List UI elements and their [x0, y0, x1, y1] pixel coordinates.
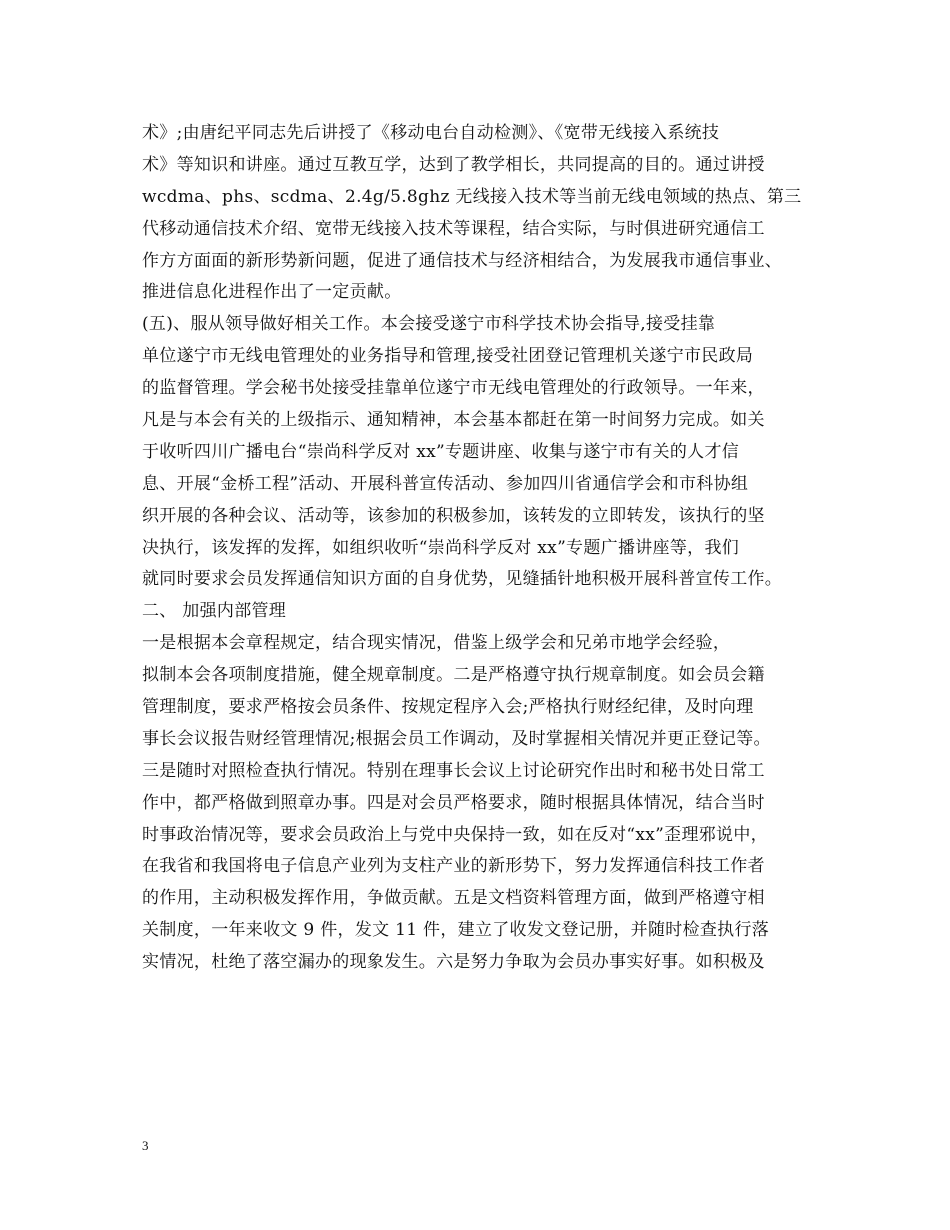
text-line: 织开展的各种会议、活动等，该参加的积极参加，该转发的立即转发，该执行的坚: [142, 505, 765, 526]
text-line: 凡是与本会有关的上级指示、通知精神，本会基本都赶在第一时间努力完成。如关: [142, 410, 765, 431]
text-line: 息、开展“金桥工程”活动、开展科普宣传活动、参加四川省通信学会和市科协组: [142, 473, 749, 494]
page-number: 3: [142, 1138, 149, 1153]
text-line: 作中，都严格做到照章办事。四是对会员严格要求，随时根据具体情况，结合当时: [142, 792, 765, 813]
text-line: 于收听四川广播电台“崇尚科学反对 xx”专题讲座、收集与遂宁市有关的人才信: [142, 441, 740, 462]
text-line: 实情况，杜绝了落空漏办的现象发生。六是努力争取为会员办事实好事。如积极及: [142, 952, 765, 973]
text-line: wcdma、phs、scdma、2.4g/5.8ghz 无线接入技术等当前无线电领域的热点、第三: [142, 186, 802, 207]
text-line: 在我省和我国将电子信息产业列为支柱产业的新形势下，努力发挥通信科技工作者: [142, 856, 765, 877]
text-line: 术》等知识和讲座。通过互教互学，达到了教学相长，共同提高的目的。通过讲授: [142, 154, 765, 175]
body-text: [142, 118, 832, 979]
text-line: 事长会议报告财经管理情况;根据会员工作调动，及时掌握相关情况并更正登记等。: [142, 728, 771, 749]
text-line: 就同时要求会员发挥通信知识方面的自身优势，见缝插针地积极开展科普宣传工作。: [142, 569, 783, 590]
text-line: 推进信息化进程作出了一定贡献。: [142, 282, 402, 303]
text-line: 管理制度，要求严格按会员条件、按规定程序入会;严格执行财经纪律，及时向理: [142, 697, 754, 718]
text-line: 单位遂宁市无线电管理处的业务指导和管理,接受社团登记管理机关遂宁市民政局: [142, 346, 754, 367]
text-line: 作方方面面的新形势新问题，促进了通信技术与经济相结合，为发展我市通信事业、: [142, 250, 783, 271]
text-line: (五)、服从领导做好相关工作。本会接受遂宁市科学技术协会指导,接受挂靠: [142, 314, 716, 335]
text-line: 的监督管理。学会秘书处接受挂靠单位遂宁市无线电管理处的行政领导。一年来，: [142, 378, 765, 399]
text-line: 术》;由唐纪平同志先后讲授了《移动电台自动检测》、《宽带无线接入系统技: [142, 123, 720, 143]
text-line: 时事政治情况等，要求会员政治上与党中央保持一致，如在反对“xx”歪理邪说中，: [142, 824, 768, 845]
text-line: 一是根据本会章程规定，结合现实情况，借鉴上级学会和兄弟市地学会经验，: [142, 633, 731, 654]
text-line: 三是随时对照检查执行情况。特别在理事长会议上讨论研究作出时和秘书处日常工: [142, 760, 765, 781]
text-line: 的作用，主动积极发挥作用，争做贡献。五是文档资料管理方面，做到严格遵守相: [142, 888, 765, 909]
section-heading: 二、 加强内部管理: [142, 601, 287, 622]
text-line: 关制度，一年来收文 9 件，发文 11 件，建立了收发文登记册，并随时检查执行落: [142, 920, 770, 941]
text-line: 拟制本会各项制度措施，健全规章制度。二是严格遵守执行规章制度。如会员会籍: [142, 665, 765, 686]
text-line: 代移动通信技术介绍、宽带无线接入技术等课程，结合实际，与时俱进研究通信工: [142, 218, 765, 239]
text-line: 决执行，该发挥的发挥，如组织收听“崇尚科学反对 xx”专题广播讲座等，我们: [142, 537, 740, 558]
